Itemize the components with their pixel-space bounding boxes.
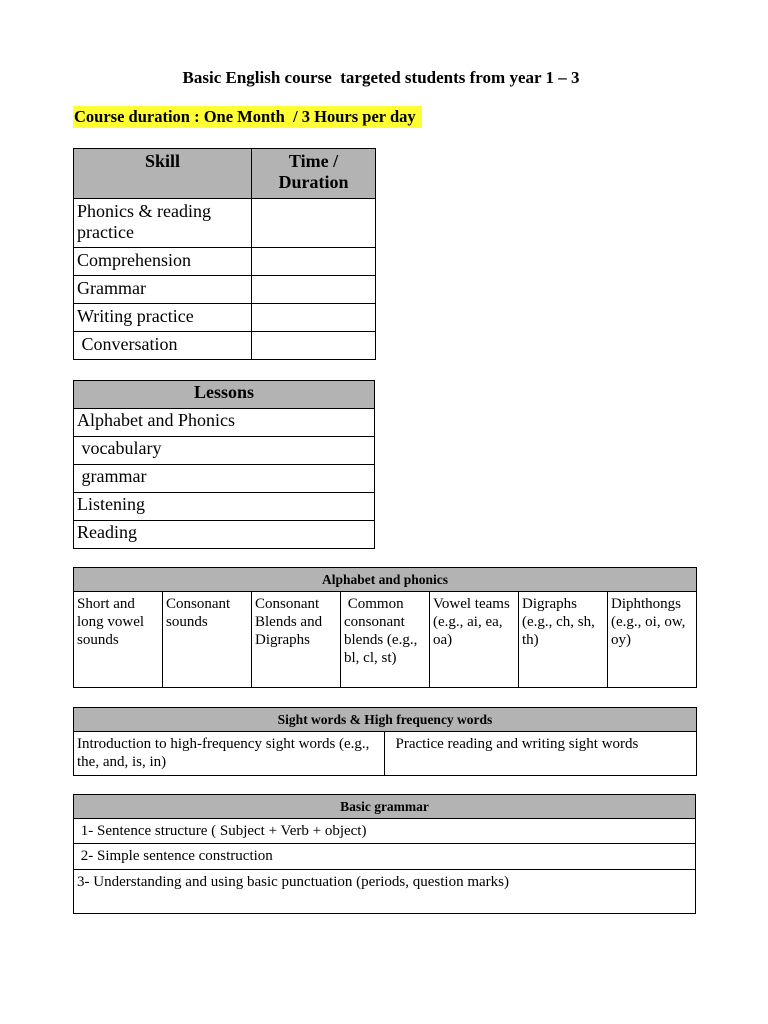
table-row xyxy=(74,199,376,248)
skill-cell: Grammar xyxy=(74,276,252,304)
sight-words-cell: Introduction to high-frequency sight words (e.g., the, and, is, in) xyxy=(74,732,385,776)
lesson-cell: grammar xyxy=(74,465,375,493)
table-row xyxy=(74,332,376,360)
table-row xyxy=(74,276,376,304)
phonics-cell: Short and long vowel sounds xyxy=(74,592,163,688)
grammar-cell: 3- Understanding and using basic punctuation (periods, question marks) xyxy=(74,870,696,914)
lesson-cell: Reading xyxy=(74,521,375,549)
skill-cell: Conversation xyxy=(74,332,252,360)
duration-cell xyxy=(252,332,376,360)
sight-words-header: Sight words & High frequency words xyxy=(74,708,697,732)
phonics-cell: Consonant Blends and Digraphs xyxy=(252,592,341,688)
phonics-cell: Vowel teams (e.g., ai, ea, oa) xyxy=(430,592,519,688)
grammar-cell: 2- Simple sentence construction xyxy=(74,844,696,870)
table-row xyxy=(74,409,375,437)
table-row xyxy=(74,732,697,776)
sight-header-row xyxy=(74,708,697,732)
alphabet-header: Alphabet and phonics xyxy=(74,568,697,592)
phonics-cell: Common consonant blends (e.g., bl, cl, st) xyxy=(341,592,430,688)
alphabet-header-row xyxy=(74,568,697,592)
grammar-header-row xyxy=(74,795,696,819)
table-row xyxy=(74,437,375,465)
lesson-cell: Alphabet and Phonics xyxy=(74,409,375,437)
table-row xyxy=(74,844,696,870)
table-row xyxy=(74,870,696,914)
skill-cell: Comprehension xyxy=(74,248,252,276)
phonics-cell: Diphthongs (e.g., oi, ow, oy) xyxy=(608,592,697,688)
lessons-table xyxy=(73,380,375,549)
basic-grammar-header: Basic grammar xyxy=(74,795,696,819)
phonics-cell: Consonant sounds xyxy=(163,592,252,688)
table-row xyxy=(74,465,375,493)
lesson-cell: vocabulary xyxy=(74,437,375,465)
sight-words-cell: Practice reading and writing sight words xyxy=(385,732,697,776)
duration-cell xyxy=(252,304,376,332)
lessons-header: Lessons xyxy=(74,381,375,409)
sight-words-table xyxy=(73,707,697,776)
lessons-header-row xyxy=(74,381,375,409)
duration-cell xyxy=(252,199,376,248)
table-row xyxy=(74,248,376,276)
table-row xyxy=(74,819,696,844)
skill-table xyxy=(73,148,376,360)
grammar-cell: 1- Sentence structure ( Subject + Verb + object) xyxy=(74,819,696,844)
table-row xyxy=(74,304,376,332)
table-row xyxy=(74,592,697,688)
time-duration-header: Time / Duration xyxy=(252,149,376,199)
skill-cell: Phonics & reading practice xyxy=(74,199,252,248)
course-duration: Course duration : One Month / 3 Hours per day xyxy=(74,107,420,126)
duration-cell xyxy=(252,248,376,276)
skill-cell: Writing practice xyxy=(74,304,252,332)
alphabet-phonics-table xyxy=(73,567,697,688)
duration-cell xyxy=(252,276,376,304)
skill-header-row xyxy=(74,149,376,199)
document-title: Basic English course targeted students from year 1 – 3 xyxy=(182,68,580,87)
lesson-cell: Listening xyxy=(74,493,375,521)
basic-grammar-table xyxy=(73,794,696,914)
phonics-cell: Digraphs (e.g., ch, sh, th) xyxy=(519,592,608,688)
skill-header: Skill xyxy=(74,149,252,199)
table-row xyxy=(74,493,375,521)
table-row xyxy=(74,521,375,549)
